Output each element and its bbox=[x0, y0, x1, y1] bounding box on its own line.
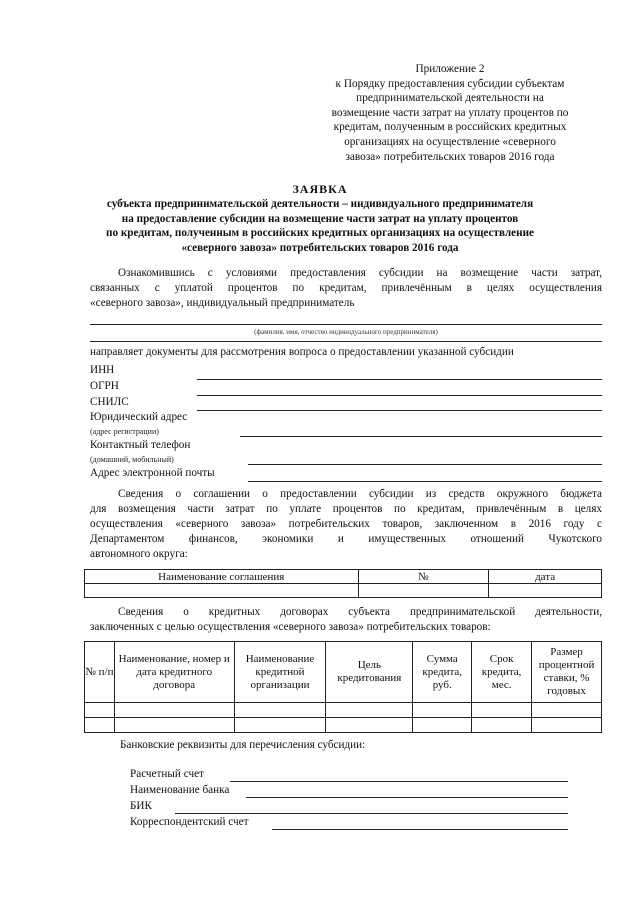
table-cell[interactable] bbox=[413, 703, 472, 718]
subtitle-line: субъекта предпринимательской деятельности – индивидуального предпринимателя bbox=[106, 198, 534, 210]
table-cell[interactable] bbox=[532, 718, 602, 733]
corr-account-label: Корреспондентский счет bbox=[130, 816, 249, 828]
snils-field[interactable] bbox=[197, 410, 602, 411]
snils-label: СНИЛС bbox=[90, 396, 129, 408]
credit-contracts-table bbox=[84, 641, 602, 733]
inn-label: ИНН bbox=[90, 364, 115, 376]
agreement-line: для возмещения части затрат по уплате процентов по кредитам, привлечённым в целях bbox=[90, 503, 602, 515]
table-cell[interactable] bbox=[489, 584, 602, 598]
intro-line: Ознакомившись с условиями предоставления субсидии на возмещение части затрат, bbox=[118, 267, 602, 279]
table-cell[interactable] bbox=[413, 718, 472, 733]
agreement-paragraph bbox=[90, 487, 602, 562]
credit-line: Сведения о кредитных договорах субъекта предпринимательской деятельности, bbox=[118, 606, 602, 618]
table-cell[interactable] bbox=[234, 718, 326, 733]
table-cell[interactable] bbox=[114, 703, 234, 718]
table-cell[interactable] bbox=[326, 718, 413, 733]
table-cell[interactable] bbox=[85, 718, 115, 733]
table-cell[interactable] bbox=[85, 703, 115, 718]
purpose-header: Цель кредитования bbox=[326, 642, 413, 703]
table-cell[interactable] bbox=[532, 703, 602, 718]
ogrn-field[interactable] bbox=[197, 395, 602, 396]
credit-line: заключенных с целью осуществления «северного завоза» потребительских товаров: bbox=[90, 621, 491, 633]
account-label: Расчетный счет bbox=[130, 768, 204, 780]
bank-org-header: Наименование кредитной организации bbox=[234, 642, 326, 703]
rate-header: Размер процентной ставки, % годовых bbox=[532, 642, 602, 703]
bank-name-field[interactable] bbox=[246, 797, 568, 798]
table-cell[interactable] bbox=[85, 584, 359, 598]
legal-address-field[interactable] bbox=[240, 436, 602, 437]
agreement-line: автономного округа: bbox=[90, 548, 188, 560]
table-cell[interactable] bbox=[472, 703, 532, 718]
subtitle-line: по кредитам, полученным в российских кредитных организациях на осуществление bbox=[106, 227, 534, 240]
bik-label: БИК bbox=[130, 800, 152, 812]
phone-field[interactable] bbox=[248, 464, 602, 465]
annex-line: к Порядку предоставления субсидии субъектам bbox=[335, 77, 565, 90]
table-header-row bbox=[85, 642, 602, 703]
bank-name-label: Наименование банка bbox=[130, 784, 230, 796]
row-number-header: № п/п bbox=[85, 642, 115, 703]
table-cell[interactable] bbox=[114, 718, 234, 733]
annex-line: завоза» потребительских товаров 2016 года bbox=[345, 150, 555, 163]
annex-line: кредитам, полученным в российских кредитных bbox=[333, 121, 567, 134]
annex-line: Приложение 2 bbox=[415, 63, 485, 75]
ogrn-label: ОГРН bbox=[90, 380, 119, 392]
table-cell[interactable] bbox=[326, 703, 413, 718]
annex-line: возмещение части затрат на уплату процентов по bbox=[331, 106, 569, 119]
name-caption: (фамилия, имя, отчество индивидуального предпринимателя) bbox=[254, 328, 438, 336]
amount-header: Сумма кредита, руб. bbox=[413, 642, 472, 703]
bank-heading: Банковские реквизиты для перечисления субсидии: bbox=[120, 739, 366, 751]
legal-address-label: Юридический адрес bbox=[90, 411, 188, 423]
page-subtitle bbox=[70, 197, 570, 255]
subtitle-line: «северного завоза» потребительских товаров 2016 года bbox=[181, 241, 459, 254]
account-field[interactable] bbox=[230, 781, 568, 782]
legal-address-note: (адрес регистрации) bbox=[90, 427, 159, 436]
separator-line bbox=[90, 341, 602, 342]
credit-paragraph bbox=[90, 605, 602, 635]
corr-account-field[interactable] bbox=[272, 829, 568, 830]
inn-field[interactable] bbox=[197, 379, 602, 380]
agreement-line: осуществления «северного завоза» потребительских товаров, заключенном в 2016 году с bbox=[90, 518, 602, 530]
annex-header bbox=[300, 62, 600, 164]
agreement-table bbox=[84, 569, 602, 598]
agreement-line: Департаментом финансов, экономики и имущественных отношений Чукотского bbox=[90, 533, 602, 545]
email-label: Адрес электронной почты bbox=[90, 467, 215, 479]
annex-line: предпринимательской деятельности на bbox=[356, 92, 544, 105]
agreement-date-header: дата bbox=[489, 570, 602, 584]
intro-paragraph bbox=[90, 266, 602, 311]
annex-line: организациях на осуществление «северного bbox=[344, 135, 556, 148]
phone-note: (домашний, мобильный) bbox=[90, 455, 174, 464]
bik-field[interactable] bbox=[175, 813, 568, 814]
entrepreneur-name-line[interactable] bbox=[90, 324, 602, 325]
email-field[interactable] bbox=[248, 481, 602, 482]
table-cell[interactable] bbox=[358, 584, 489, 598]
agreement-name-header: Наименование соглашения bbox=[85, 570, 359, 584]
phone-label: Контактный телефон bbox=[90, 439, 191, 451]
subtitle-line: на предоставление субсидии на возмещение части затрат на уплату процентов bbox=[121, 212, 519, 225]
sends-documents-text: направляет документы для рассмотрения вопроса о предоставлении указанной субсидии bbox=[90, 346, 514, 358]
table-row bbox=[85, 718, 602, 733]
intro-line: связанных с уплатой процентов по кредитам, привлечённым в целях осуществления bbox=[90, 282, 602, 294]
term-header: Срок кредита, мес. bbox=[472, 642, 532, 703]
contract-header: Наименование, номер и дата кредитного договора bbox=[114, 642, 234, 703]
table-row bbox=[85, 703, 602, 718]
table-row bbox=[85, 584, 602, 598]
page-title: ЗАЯВКА bbox=[292, 182, 348, 196]
agreement-line: Сведения о соглашении о предоставлении субсидии из средств окружного бюджета bbox=[118, 488, 602, 500]
table-cell[interactable] bbox=[472, 718, 532, 733]
intro-line: «северного завоза», индивидуальный предприниматель bbox=[90, 297, 355, 309]
table-header-row bbox=[85, 570, 602, 584]
table-cell[interactable] bbox=[234, 703, 326, 718]
agreement-number-header: № bbox=[358, 570, 489, 584]
